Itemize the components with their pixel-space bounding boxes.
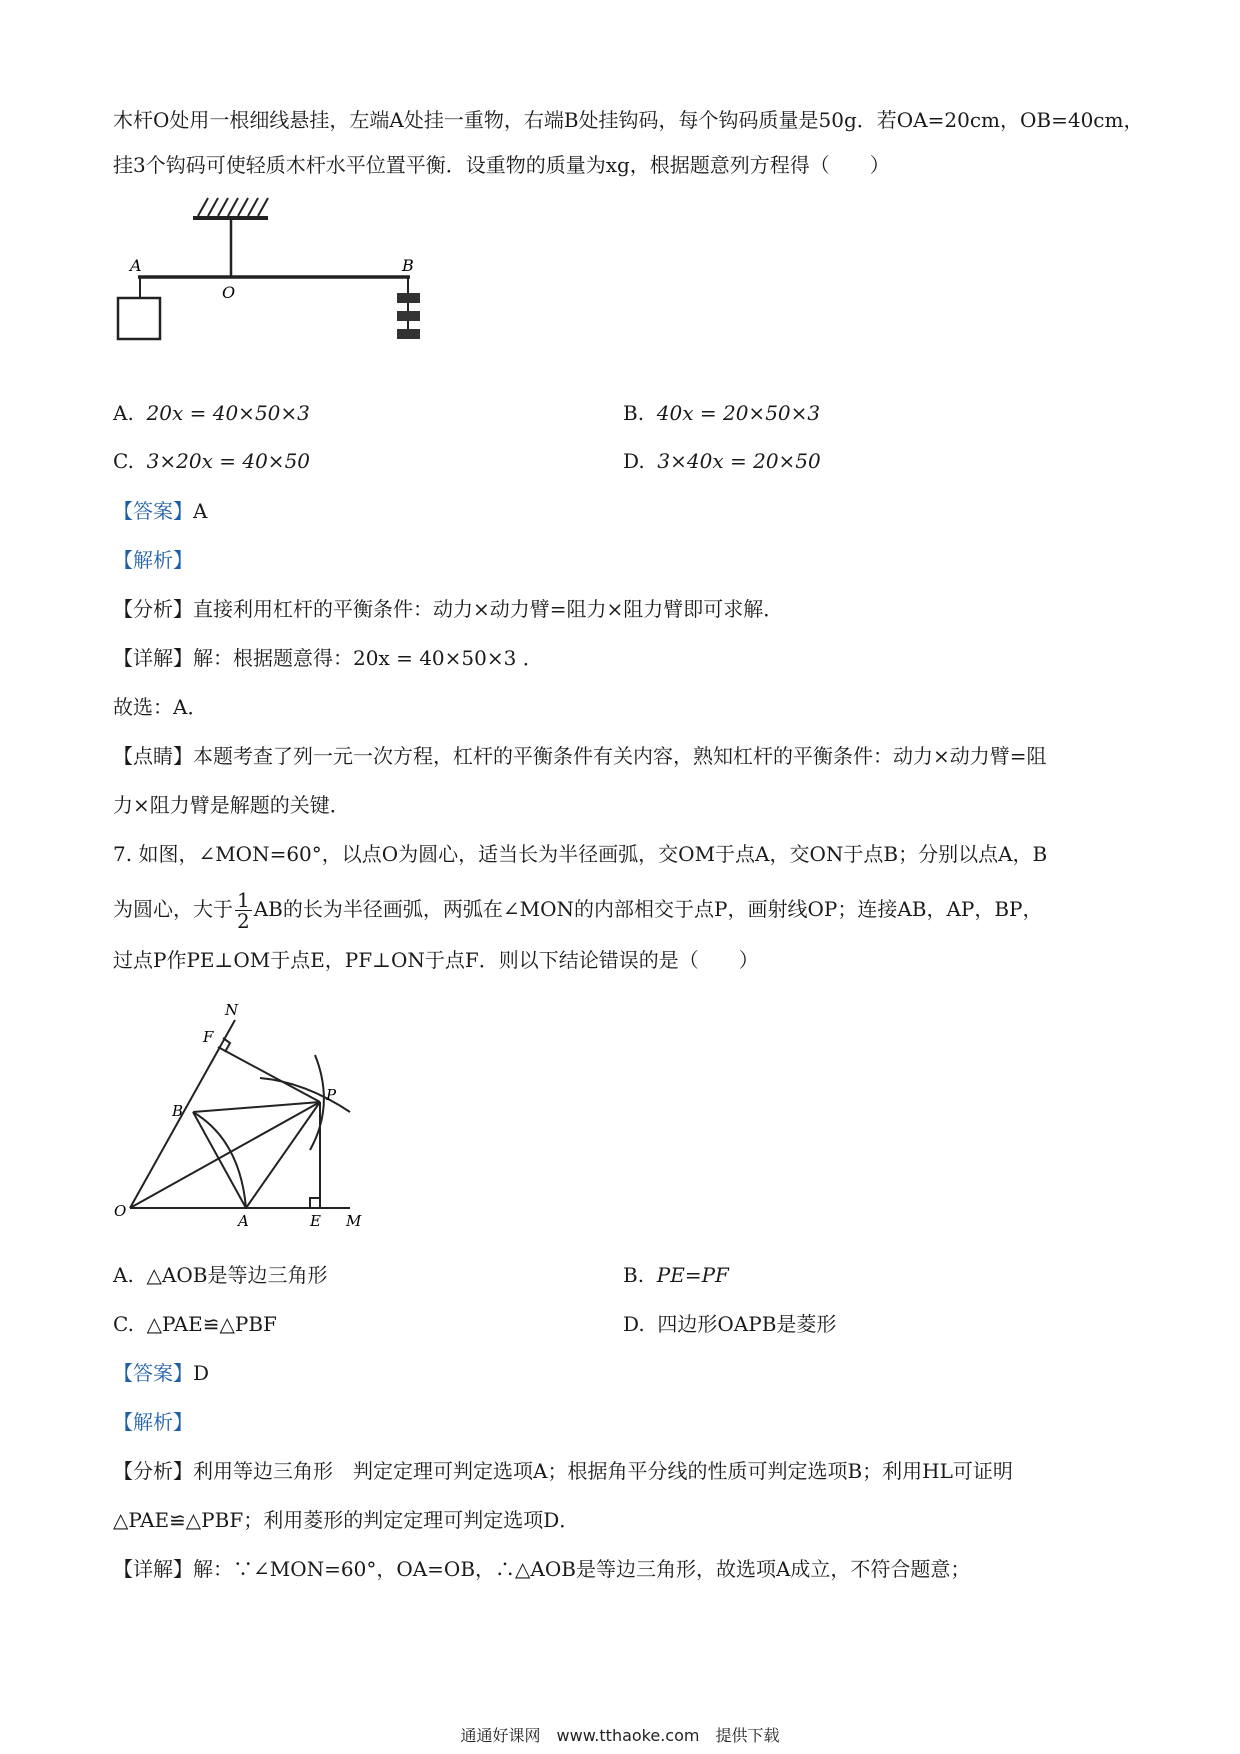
segment-ap — [246, 1102, 320, 1208]
q6-option-c: C. 3×20x = 40×50 — [113, 449, 311, 473]
label-b: B — [402, 256, 414, 275]
hook-weight-2 — [397, 311, 420, 321]
q6-text-line-2: 挂3个钩码可使轻质木杆水平位置平衡．设重物的质量为xg，根据题意列方程得（ ） — [113, 153, 890, 177]
page-footer: 通通好课网 www.tthaoke.com 提供下载 — [460, 1726, 780, 1745]
label-m: M — [346, 1212, 362, 1230]
q7-detail: 【详解】解：∵∠MON=60°，OA=OB，∴△AOB是等边三角形，故选项A成立，不符合题意； — [113, 1557, 971, 1581]
q7-option-d: D. 四边形OAPB是菱形 — [623, 1312, 837, 1336]
q7-option-b: B. PE=PF — [623, 1263, 729, 1287]
label-b: B — [172, 1102, 184, 1120]
fraction-half: $\frac{1}{2}$ — [237, 888, 250, 933]
label-a: A — [238, 1212, 249, 1230]
q7-analysis-tag: 【解析】 — [113, 1410, 193, 1434]
q7-fenxi-1: 【分析】利用等边三角形 判定定理可判定选项A；根据角平分线的性质可判定选项B；利用HL可证明 — [113, 1459, 1013, 1483]
q7-text-line-2: 为圆心，大于 $\frac{1}{2}$ AB的长为半径画弧，两弧在∠MON的内部相交于点P，画射线OP；连接AB，AP，BP， — [113, 888, 1043, 933]
angle-figure — [110, 1000, 380, 1230]
q6-answer: 【答案】A — [113, 499, 208, 523]
q7-option-c: C. △PAE≌△PBF — [113, 1312, 277, 1336]
q6-comment-2: 力×阻力臂是解题的关键． — [113, 793, 350, 817]
label-a: A — [130, 256, 142, 275]
segment-ab — [193, 1112, 246, 1208]
q6-detail: 【详解】解：根据题意得：20x = 40×50×3 ． — [113, 646, 543, 670]
label-e: E — [310, 1212, 321, 1230]
q6-analysis-tag: 【解析】 — [113, 548, 193, 572]
q6-choose: 故选：A． — [113, 695, 208, 719]
label-o: O — [222, 283, 236, 302]
q7-fenxi-2: △PAE≌△PBF；利用菱形的判定定理可判定选项D． — [113, 1508, 580, 1532]
label-p: P — [326, 1086, 337, 1104]
hook-weight-1 — [397, 293, 420, 303]
q6-option-b: B. 40x = 20×50×3 — [623, 401, 821, 425]
q6-option-d: D. 3×40x = 20×50 — [623, 449, 821, 473]
q7-option-a: A. △AOB是等边三角形 — [113, 1263, 328, 1287]
label-o: O — [114, 1202, 127, 1220]
lever-figure — [110, 190, 440, 390]
segment-bp — [193, 1102, 320, 1112]
q7-answer: 【答案】D — [113, 1361, 210, 1385]
label-f: F — [203, 1028, 214, 1046]
q6-option-a: A. 20x = 40×50×3 — [113, 401, 310, 425]
segment-pf — [218, 1047, 320, 1102]
heavy-object — [118, 298, 160, 339]
q7-text-line-1: 7. 如图，∠MON=60°，以点O为圆心，适当长为半径画弧，交OM于点A，交ON于点B；分别以点A，B — [113, 842, 1048, 866]
label-n: N — [225, 1001, 239, 1019]
hook-weight-3 — [397, 329, 420, 339]
q6-fenxi: 【分析】直接利用杠杆的平衡条件：动力×动力臂=阻力×阻力臂即可求解． — [113, 597, 784, 621]
ceiling-hatch — [193, 198, 268, 218]
q7-text-line-3: 过点P作PE⊥OM于点E，PF⊥ON于点F．则以下结论错误的是（ ） — [113, 948, 759, 972]
q6-text-line-1: 木杆O处用一根细线悬挂，左端A处挂一重物，右端B处挂钩码，每个钩码质量是50g．若OA=20cm，OB=40cm， — [113, 108, 1144, 132]
q6-comment-1: 【点睛】本题考查了列一元一次方程，杠杆的平衡条件有关内容，熟知杠杆的平衡条件：动力×动力臂=阻 — [113, 744, 1047, 768]
right-angle-e — [310, 1198, 320, 1208]
